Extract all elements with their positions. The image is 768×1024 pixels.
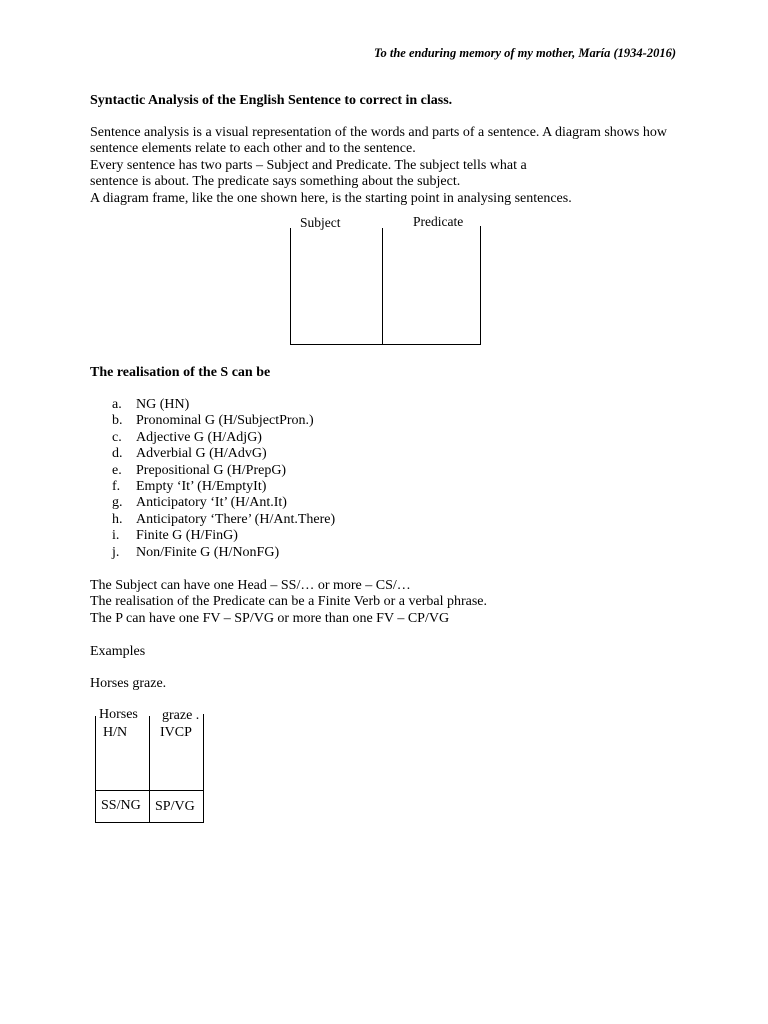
list-item-text: Adjective G (H/AdjG) (136, 429, 262, 445)
intro-line: Sentence analysis is a visual representation of the words and parts of a sentence. A diagram shows how (90, 125, 667, 140)
list-marker: g. (112, 495, 123, 511)
example-frame (94, 706, 204, 823)
example-tag-2: IVCP (160, 725, 192, 740)
list-marker: e. (112, 462, 122, 478)
example-bottom-2: SP/VG (155, 799, 195, 814)
frame-right-line (480, 226, 481, 345)
list-item-text: NG (HN) (136, 397, 190, 412)
list-item (90, 446, 335, 462)
list-item (90, 413, 335, 429)
list-item (90, 430, 335, 446)
list-item-text: Finite G (H/FinG) (136, 528, 238, 544)
intro-line: Every sentence has two parts – Subject and Predicate. The subject tells what a (90, 157, 527, 173)
example-bottom-1: SS/NG (101, 798, 141, 813)
rules-line: The Subject can have one Head – SS/… or more – CS/… (90, 578, 411, 593)
diagram-frame (289, 214, 483, 347)
list-item (90, 463, 335, 479)
example-tag-1: H/N (103, 725, 128, 740)
example-word-2: graze . (162, 708, 200, 723)
list-marker: j. (112, 544, 120, 560)
list-marker: b. (112, 413, 123, 429)
frame-bottom-line (290, 344, 481, 345)
list-marker: i. (112, 528, 120, 544)
list-item-text: Empty ‘It’ (H/EmptyIt) (136, 479, 267, 495)
example-divider-line (149, 716, 150, 822)
list-item-text: Anticipatory ‘There’ (H/Ant.There) (136, 511, 336, 527)
example-bottom-line (95, 822, 204, 823)
list-item-text: Non/Finite G (H/NonFG) (136, 544, 280, 560)
frame-divider-line (382, 228, 383, 345)
list-item-text: Anticipatory ‘It’ (H/Ant.It) (136, 495, 287, 511)
list-item-text: Adverbial G (H/AdvG) (136, 446, 267, 462)
examples-heading: Examples (90, 644, 146, 659)
list-item (90, 495, 335, 511)
list-marker: h. (112, 511, 123, 527)
example-sentence: Horses graze. (90, 676, 167, 691)
subject-label: Subject (300, 215, 341, 230)
list-item-text: Prepositional G (H/PrepG) (136, 462, 287, 478)
list-item (90, 479, 335, 495)
example-right-line (203, 714, 204, 822)
frame-left-line (290, 228, 291, 345)
dedication: To the enduring memory of my mother, María (1934-2016) (374, 46, 676, 60)
document-title: Syntactic Analysis of the English Sentence to correct in class. (90, 93, 453, 108)
list-item-text: Pronominal G (H/SubjectPron.) (136, 413, 314, 429)
intro-paragraph (90, 125, 690, 207)
example-word-1: Horses (99, 707, 138, 722)
list-marker: c. (112, 429, 122, 445)
list-item (90, 528, 335, 544)
intro-line: A diagram frame, like the one shown here, is the starting point in analysing sentences. (90, 190, 572, 206)
list-marker: f. (112, 479, 121, 495)
list-item (90, 512, 335, 528)
s-realisation-list (90, 397, 335, 561)
rules-line: The realisation of the Predicate can be a Finite Verb or a verbal phrase. (90, 594, 488, 610)
intro-line: sentence elements relate to each other and to the sentence. (90, 141, 416, 157)
example-left-line (95, 716, 96, 822)
s-realisation-heading: The realisation of the S can be (90, 365, 271, 380)
intro-line: sentence is about. The predicate says something about the subject. (90, 174, 461, 190)
rules-line: The P can have one FV – SP/VG or more than one FV – CP/VG (90, 610, 450, 626)
example-mid-line (95, 790, 203, 791)
predicate-label: Predicate (413, 214, 464, 229)
list-marker: a. (112, 397, 122, 412)
list-item (90, 397, 335, 413)
rules-paragraph (90, 578, 690, 627)
list-item (90, 545, 335, 561)
list-marker: d. (112, 446, 123, 462)
